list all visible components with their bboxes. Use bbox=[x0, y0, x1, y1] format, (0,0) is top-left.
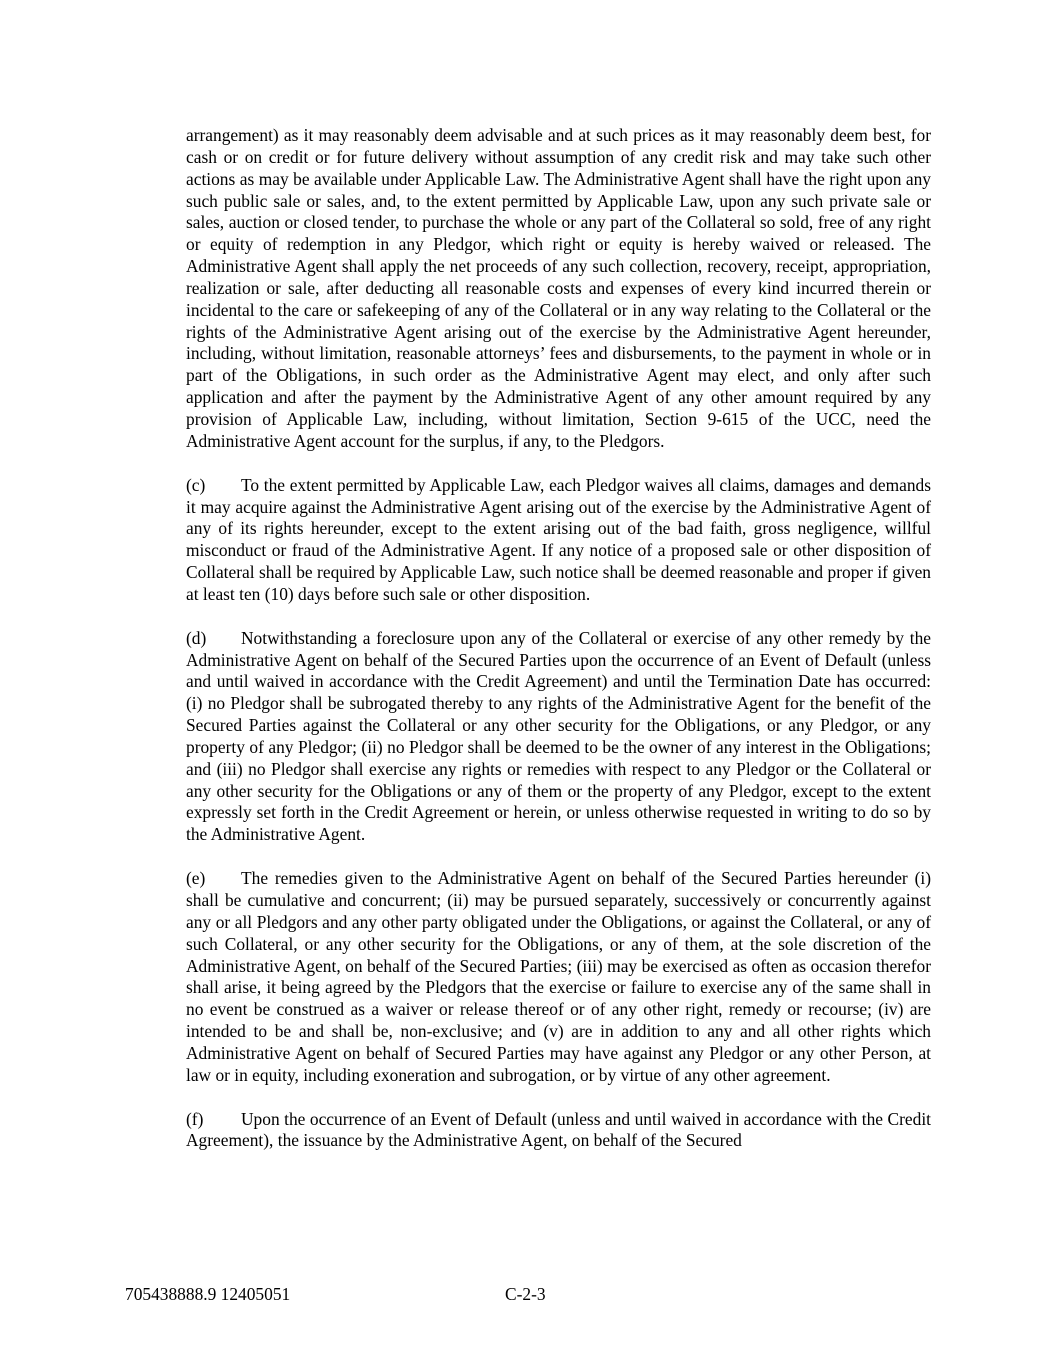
paragraph-d bbox=[186, 628, 931, 846]
footer-document-id: 705438888.9 12405051 bbox=[125, 1284, 291, 1304]
footer-page-number: C-2-3 bbox=[505, 1284, 546, 1304]
paragraph-label: (f) bbox=[186, 1108, 204, 1129]
paragraph-c bbox=[186, 475, 931, 606]
paragraph-text: Upon the occurrence of an Event of Default (unless and until waived in accordance with the Credit Agreement), the issuance by the Administrative Agent, on behalf of the Secured bbox=[186, 1108, 931, 1151]
paragraph-label: (e) bbox=[186, 868, 206, 889]
paragraph-f bbox=[186, 1109, 931, 1153]
paragraph-continuation bbox=[186, 125, 931, 453]
document-body bbox=[186, 125, 931, 1174]
paragraph-text: To the extent permitted by Applicable Law, each Pledgor waives all claims, damages and demands it may acquire against the Administrative Agent arising out of the exercise by the Administrative Agent of any of its rights hereunder, except to the extent arising out of the bad faith, gross negligence, willful misconduct or fraud of the Administrative Agent. If any notice of a proposed sale or other disposition of Collateral shall be required by Applicable Law, such notice shall be deemed reasonable and proper if given at least ten (10) days before such sale or other disposition. bbox=[186, 474, 931, 604]
paragraph-e bbox=[186, 868, 931, 1086]
paragraph-text: Notwithstanding a foreclosure upon any of the Collateral or exercise of any other remedy by the Administrative Agent on behalf of the Secured Parties upon the occurrence of an Event of Default (unless and until waived in accordance with the Credit Agreement) and until the Termination Date has occurred: (i) no Pledgor shall be subrogated thereby to any rights of the Administrative Agent for the benefit of the Secured Parties against the Collateral or any other security for the Obligations, or any Pledgor, or any property of any Pledgor; (ii) no Pledgor shall be deemed to be the owner of any interest in the Obligations; and (iii) no Pledgor shall exercise any rights or remedies with respect to any Pledgor or the Collateral or any other security for the Obligations or any of them or the property of any Pledgor, except to the extent expressly set forth in the Credit Agreement or herein, or unless otherwise requested in writing to do so by the Administrative Agent. bbox=[186, 627, 931, 845]
paragraph-text: The remedies given to the Administrative Agent on behalf of the Secured Parties hereunder (i) shall be cumulative and concurrent; (ii) may be pursued separately, successively or concurrently against any or all Pledgors and any other party obligated under the Obligations, or against the Collateral, or any of such Collateral, or any other security for the Obligations, or any of them, at the sole discretion of the Administrative Agent, on behalf of the Secured Parties; (iii) may be exercised as often as occasion therefor shall arise, it being agreed by the Pledgors that the exercise or failure to exercise any of the same shall in no event be construed as a waiver or release thereof or of any other right, remedy or recourse; (iv) are intended to be and shall be, non-exclusive; and (v) are in addition to any and all other rights which Administrative Agent on behalf of Secured Parties may have against any Pledgor or any other Person, at law or in equity, including exoneration and subrogation, or by virtue of any other agreement. bbox=[186, 868, 931, 1085]
paragraph-label: (c) bbox=[186, 474, 206, 495]
paragraph-label: (d) bbox=[186, 627, 207, 648]
paragraph-text: arrangement) as it may reasonably deem advisable and at such prices as it may reasonably deem best, for cash or on credit or for future delivery without assumption of any credit risk and may take such other actions as may be available under Applicable Law. The Administrative Agent shall have the right upon any such public sale or sales, and, to the extent permitted by Applicable Law, upon any such private sale or sales, auction or closed tender, to purchase the whole or any part of the Collateral so sold, free of any right or equity of redemption in any Pledgor, which right or equity is hereby waived or released. The Administrative Agent shall apply the net proceeds of any such collection, recovery, receipt, appropriation, realization or sale, after deducting all reasonable costs and expenses of every kind incurred therein or incidental to the care or safekeeping of any of the Collateral or in any way relating to the Collateral or the rights of the Administrative Agent arising out of the exercise by the Administrative Agent hereunder, including, without limitation, reasonable attorneys’ fees and disbursements, to the payment in whole or in part of the Obligations, in such order as the Administrative Agent may elect, and only after such application and after the payment by the Administrative Agent of any other amount required by any provision of Applicable Law, including, without limitation, Section 9-615 of the UCC, need the Administrative Agent account for the surplus, if any, to the Pledgors. bbox=[186, 125, 931, 451]
